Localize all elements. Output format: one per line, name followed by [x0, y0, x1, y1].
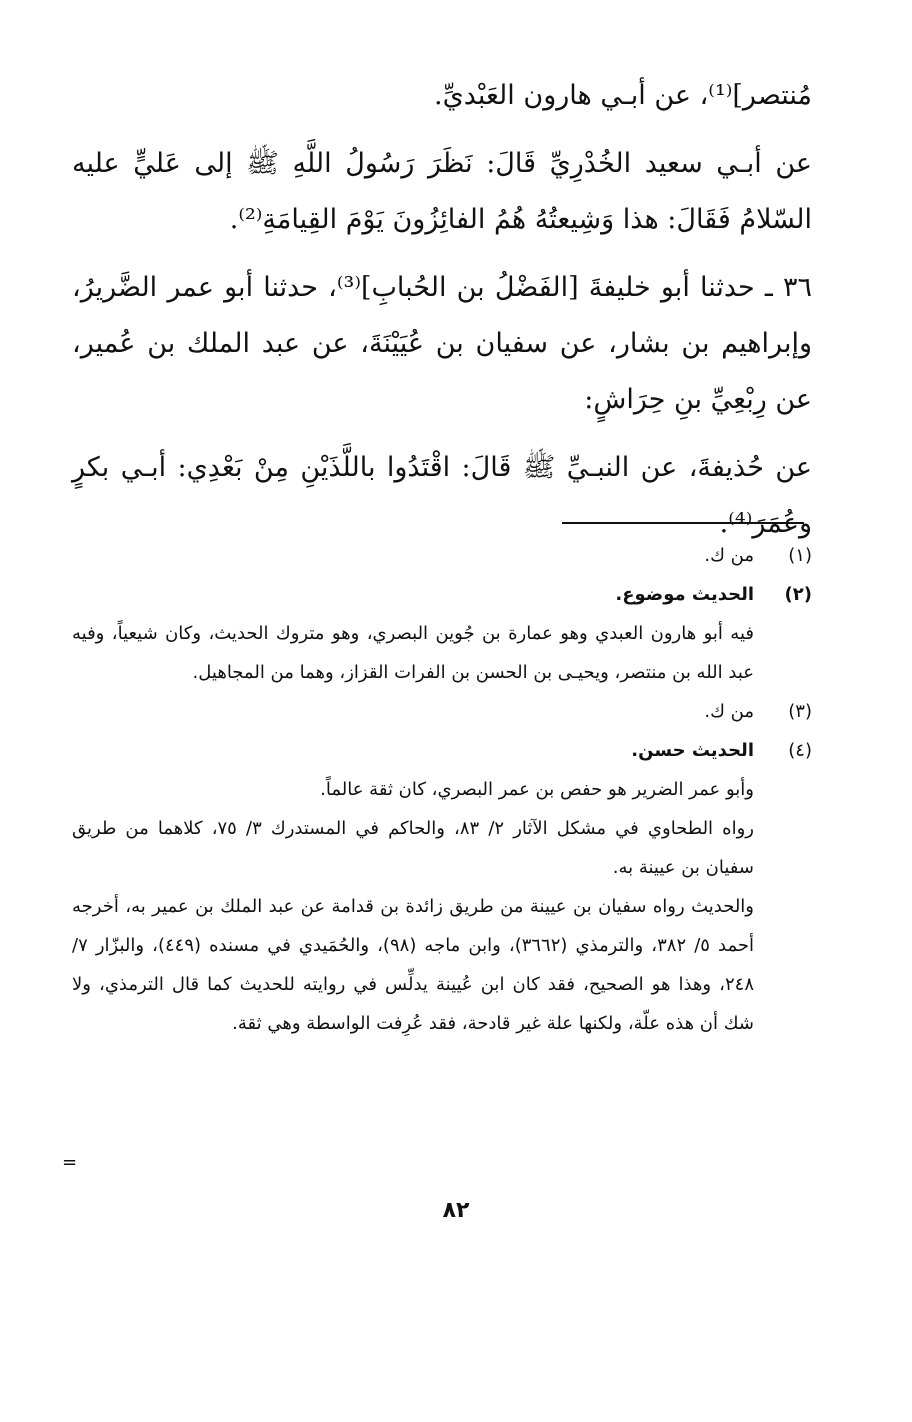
footnote-text: من ك. — [704, 701, 754, 722]
footnote-number: (٣) — [788, 701, 812, 722]
continued-line: مُنتصر]⁽¹⁾، عن أبـي هارون العَبْديِّ. — [434, 80, 812, 111]
footnote-3 — [72, 692, 812, 731]
footnote-4 — [72, 731, 812, 770]
footnote-4-body-3: والحديث رواه سفيان بن عيينة من طريق زائدة بن قدامة عن عبد الملك بن عمير به، أخرجه أحمد ٥/ ٣٨٢، والترمذي (٣٦٦٢)، وابن ماجه (٩٨)، والحُمَيدي في مسنده (٤٤٩)، والبزّار ٧/ ٢٤٨، وهذا هو الصحيح، فقد كان ابن عُيينة يدلِّس في روايته للحديث كما قال الترمذي، ولا شك أن هذه علّة، ولكنها علة غير قادحة، فقد عُرِفت الواسطة وهي ثقة. — [72, 896, 755, 1034]
footnote-1 — [72, 536, 812, 575]
continuation-mark: = — [62, 1152, 78, 1173]
footnote-4-body-2: رواه الطحاوي في مشكل الآثار ٢/ ٨٣، والحاكم في المستدرك ٣/ ٧٥، كلاهما من طريق سفيان بن عيينة به. — [72, 818, 754, 878]
footnote-verdict: الحديث موضوع. — [615, 584, 754, 605]
footnote-4-body-1: وأبو عمر الضرير هو حفص بن عمر البصري، كان ثقة عالماً. — [320, 779, 754, 800]
footnote-text: من ك. — [704, 545, 754, 566]
main-text — [72, 68, 812, 552]
hadith-36-isnad: ٣٦ ـ حدثنا أبو خليفةَ [الفَضْلُ بن الحُبابِ]⁽³⁾، حدثنا أبو عمر الضَّريرُ، وإبراهيم بن بشار، عن سفيان بن عُيَيْنَةَ، عن عبد الملك بن عُمير، عن رِبْعِيِّ بنِ حِرَاشٍ: — [72, 272, 812, 415]
footnote-verdict: الحديث حسن. — [631, 740, 754, 761]
footnote-separator — [562, 522, 804, 524]
footnote-number: (٢) — [784, 584, 812, 605]
footnote-number: (١) — [788, 545, 812, 566]
page-number: ٨٢ — [442, 1198, 470, 1223]
footnote-2 — [72, 575, 812, 614]
footnote-2-body: فيه أبو هارون العبدي وهو عمارة بن جُوين البصري، وهو متروك الحديث، وكان شيعياً، وفيه عبد الله بن منتصر، ويحيـى بن الحسن بن الفرات القزاز، وهما من المجاهيل. — [72, 623, 754, 683]
hadith-abu-said: عن أبـي سعيد الخُدْرِيِّ قَالَ: نَظَرَ رَسُولُ اللَّهِ ﷺ إلى عَليٍّ عليه السّلامُ فَقَالَ: هذا وَشِيعتُهُ هُمُ الفائِزُونَ يَوْمَ القِيامَةِ⁽²⁾. — [72, 148, 812, 235]
hadith-hudhayfa: عن حُذيفةَ، عن النبـيِّ ﷺ قَالَ: اقْتَدُوا باللَّذَيْنِ مِنْ بَعْدِي: أبـي بكرٍ وعُمَرَ⁽⁴⁾. — [72, 452, 812, 539]
footnotes — [72, 536, 812, 1043]
footnote-number: (٤) — [788, 740, 812, 761]
